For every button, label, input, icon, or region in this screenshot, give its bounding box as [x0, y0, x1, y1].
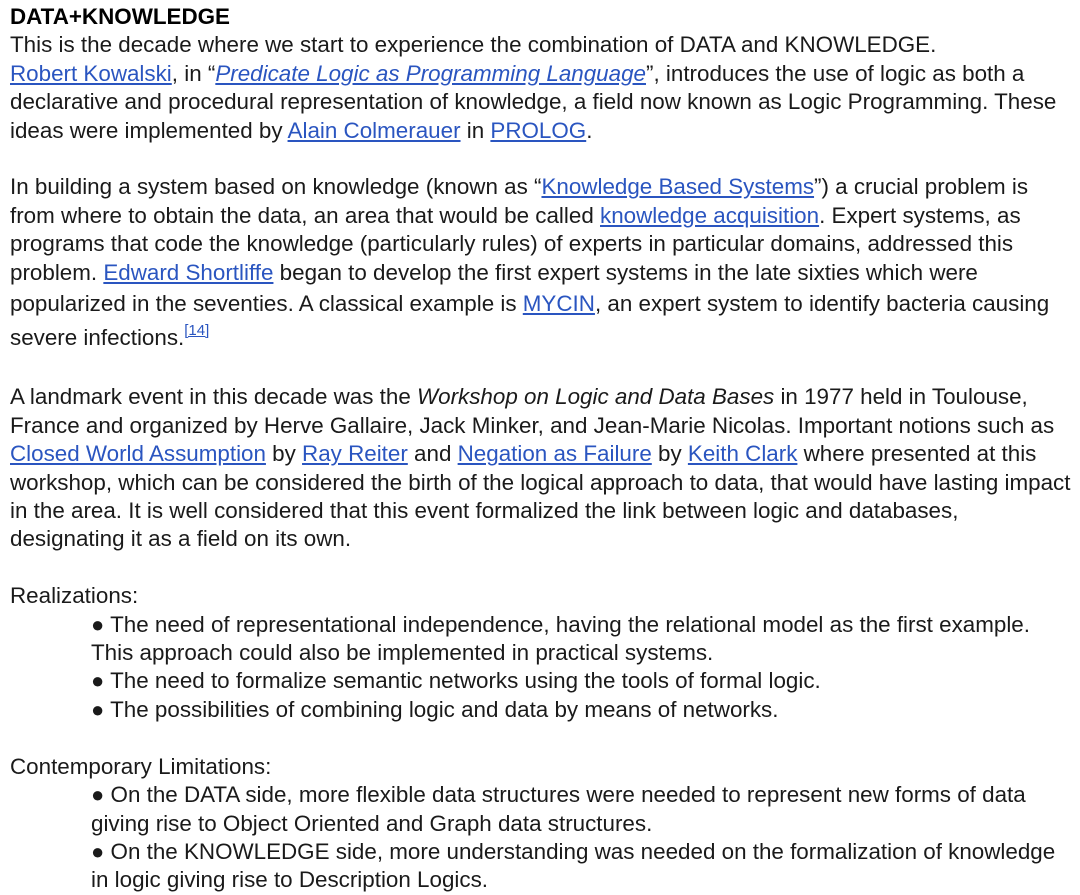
- paragraph-workshop: [10, 383, 1072, 553]
- list-item: [91, 781, 1072, 838]
- list-item: [91, 611, 1072, 668]
- paragraph-knowledge-systems: [10, 173, 1072, 355]
- link-ray-reiter[interactable]: Ray Reiter: [302, 441, 408, 467]
- paragraph-text: , an expert system to identify bacteria causing severe infections.: [10, 291, 1050, 351]
- page-heading: DATA+KNOWLEDGE: [10, 4, 230, 29]
- list-item: [91, 838, 1072, 895]
- spacer: [10, 145, 1072, 173]
- link-robert-kowalski[interactable]: Robert Kowalski: [10, 60, 172, 86]
- link-negation-as-failure[interactable]: Negation as Failure: [457, 441, 652, 467]
- spacer: [10, 554, 1072, 582]
- link-closed-world-assumption[interactable]: Closed World Assumption: [10, 441, 266, 467]
- paragraph-text: A landmark event in this decade was the: [10, 384, 417, 410]
- paragraph-text: and: [407, 441, 458, 467]
- paragraph-text: . Expert systems, as programs that code the knowledge (particularly rules) of experts in particular domains, addressed this problem.: [10, 202, 1021, 285]
- realizations-label: Realizations:: [10, 583, 139, 609]
- list-item-text: On the DATA side, more flexible data structures were needed to represent new forms of data giving rise to Object Oriented and Graph data structures.: [91, 782, 1026, 836]
- link-alain-colmerauer[interactable]: Alain Colmerauer: [287, 117, 461, 143]
- bullet-icon: ●: [91, 611, 105, 637]
- paragraph-text: by: [265, 441, 303, 467]
- list-item-text: The possibilities of combining logic and data by means of networks.: [110, 696, 779, 722]
- paragraph-text: , in “: [171, 60, 216, 86]
- link-predicate-logic[interactable]: [215, 61, 646, 86]
- link-predicate-logic-text: Predicate Logic as Programming Language: [215, 60, 646, 86]
- workshop-title: Workshop on Logic and Data Bases: [417, 384, 775, 410]
- reference-link-14[interactable]: [14]: [184, 322, 210, 340]
- limitations-list: [10, 781, 1072, 895]
- bullet-icon: ●: [91, 668, 105, 694]
- paragraph-text: began to develop the first expert systems in the late sixties which were popularized in the seventies. A classical example is: [10, 259, 978, 317]
- paragraph-intro: [10, 31, 1072, 145]
- paragraph-text: ”) a crucial problem is from where to obtain the data, an area that would be called: [10, 174, 1029, 228]
- paragraph-text: This is the decade where we start to experience the combination of DATA and KNOWLEDGE.: [10, 32, 937, 58]
- list-item: [91, 667, 1072, 695]
- paragraph-text: in 1977 held in Toulouse, France and organized by Herve Gallaire, Jack Minker, and Jean-Marie Nicolas. Important notions such as: [10, 384, 1055, 438]
- limitations-label: Contemporary Limitations:: [10, 753, 272, 779]
- list-item-text: The need to formalize semantic networks using the tools of formal logic.: [110, 668, 821, 694]
- bullet-icon: ●: [91, 696, 105, 722]
- paragraph-text: ”, introduces the use of logic as both a declarative and procedural representation of knowledge, a field now known as Logic Programming. These ideas were implemented by: [10, 60, 1057, 143]
- list-item: [91, 696, 1072, 724]
- bullet-icon: ●: [91, 838, 105, 864]
- spacer: [10, 355, 1072, 383]
- spacer: [10, 724, 1072, 752]
- paragraph-text: in: [460, 117, 491, 143]
- link-keith-clark[interactable]: Keith Clark: [687, 441, 798, 467]
- list-item-text: The need of representational independence, having the relational model as the first example. This approach could also be implemented in practical systems.: [91, 611, 1030, 666]
- paragraph-text: where presented at this workshop, which can be considered the birth of the logical approach to data, that would have lasting impact in the area. It is well considered that this event formalized the link between logic and databases, designating it as a field on its own.: [10, 441, 1071, 552]
- link-prolog[interactable]: PROLOG: [490, 117, 587, 143]
- list-item-text: On the KNOWLEDGE side, more understanding was needed on the formalization of knowledge in logic giving rise to Description Logics.: [91, 838, 1056, 893]
- paragraph-text: by: [651, 441, 688, 467]
- link-knowledge-based-systems[interactable]: Knowledge Based Systems: [541, 174, 815, 200]
- link-knowledge-acquisition[interactable]: knowledge acquisition: [600, 202, 820, 228]
- realizations-list: [10, 611, 1072, 725]
- paragraph-text: In building a system based on knowledge (known as “: [10, 174, 542, 200]
- paragraph-text: .: [586, 117, 593, 143]
- link-edward-shortliffe[interactable]: Edward Shortliffe: [103, 259, 274, 285]
- bullet-icon: ●: [91, 782, 105, 808]
- link-mycin[interactable]: MYCIN: [522, 291, 595, 317]
